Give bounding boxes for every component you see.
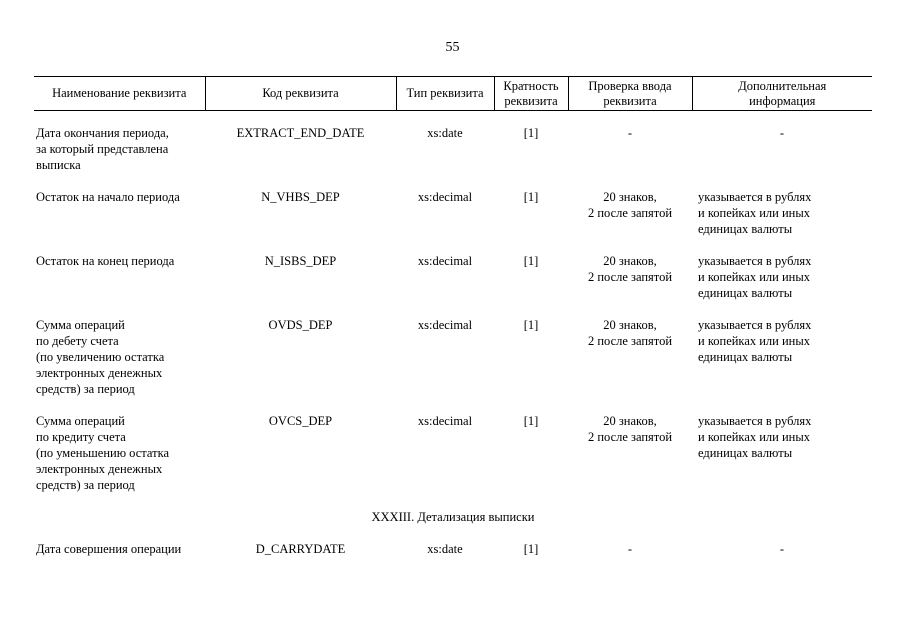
cell-input-check: - <box>627 126 633 140</box>
table-header-row <box>34 77 872 111</box>
table-row <box>34 541 872 573</box>
cell-multiplicity: [1] <box>523 542 539 556</box>
cell-name: Дата совершения операции <box>36 542 182 556</box>
cell-name: Дата окончания периода, за который представлена выписка <box>36 126 169 172</box>
cell-input-check: 20 знаков, 2 после запятой <box>587 414 673 444</box>
cell-code: EXTRACT_END_DATE <box>236 126 365 140</box>
cell-type: xs:decimal <box>417 414 473 428</box>
header-code: Код реквизита <box>205 77 396 111</box>
cell-additional-info: указывается в рублях и копейках или иных единицах валюты <box>698 414 812 460</box>
cell-name: Остаток на начало периода <box>36 190 180 204</box>
table-row <box>34 189 872 253</box>
cell-multiplicity: [1] <box>523 126 539 140</box>
cell-additional-info: указывается в рублях и копейках или иных единицах валюты <box>698 318 812 364</box>
cell-input-check: 20 знаков, 2 после запятой <box>587 318 673 348</box>
cell-name: Сумма операций по дебету счета (по увеличению остатка электронных денежных средств) за период <box>36 318 165 396</box>
page-number: 55 <box>445 40 460 55</box>
header-type: Тип реквизита <box>396 77 494 111</box>
cell-additional-info: указывается в рублях и копейках или иных единицах валюты <box>698 190 812 236</box>
cell-additional-info: - <box>779 542 785 556</box>
table-row <box>34 317 872 413</box>
section-title-row <box>34 509 872 541</box>
requisites-table <box>34 76 872 573</box>
cell-input-check: - <box>627 542 633 556</box>
cell-input-check: 20 знаков, 2 после запятой <box>587 190 673 220</box>
cell-multiplicity: [1] <box>523 318 539 332</box>
cell-type: xs:decimal <box>417 254 473 268</box>
cell-code: N_VHBS_DEP <box>261 190 340 204</box>
header-additional-info: Дополнительная информация <box>692 77 872 111</box>
table-row <box>34 253 872 317</box>
cell-name: Остаток на конец периода <box>36 254 175 268</box>
header-input-check: Проверка ввода реквизита <box>568 77 692 111</box>
cell-multiplicity: [1] <box>523 254 539 268</box>
cell-name: Сумма операций по кредиту счета (по уменьшению остатка электронных денежных средств) за период <box>36 414 170 492</box>
cell-type: xs:date <box>427 542 463 556</box>
cell-code: OVCS_DEP <box>268 414 333 428</box>
cell-code: N_ISBS_DEP <box>264 254 337 268</box>
table-row <box>34 413 872 509</box>
cell-additional-info: указывается в рублях и копейках или иных единицах валюты <box>698 254 812 300</box>
table-row <box>34 111 872 190</box>
cell-input-check: 20 знаков, 2 после запятой <box>587 254 673 284</box>
cell-code: OVDS_DEP <box>268 318 333 332</box>
section-title: XXXIII. Детализация выписки <box>371 510 535 524</box>
header-multiplicity: Кратность реквизита <box>494 77 568 111</box>
cell-multiplicity: [1] <box>523 414 539 428</box>
cell-type: xs:decimal <box>417 190 473 204</box>
cell-additional-info: - <box>779 126 785 140</box>
cell-type: xs:date <box>427 126 463 140</box>
cell-type: xs:decimal <box>417 318 473 332</box>
cell-multiplicity: [1] <box>523 190 539 204</box>
cell-code: D_CARRYDATE <box>255 542 346 556</box>
header-name: Наименование реквизита <box>34 77 205 111</box>
